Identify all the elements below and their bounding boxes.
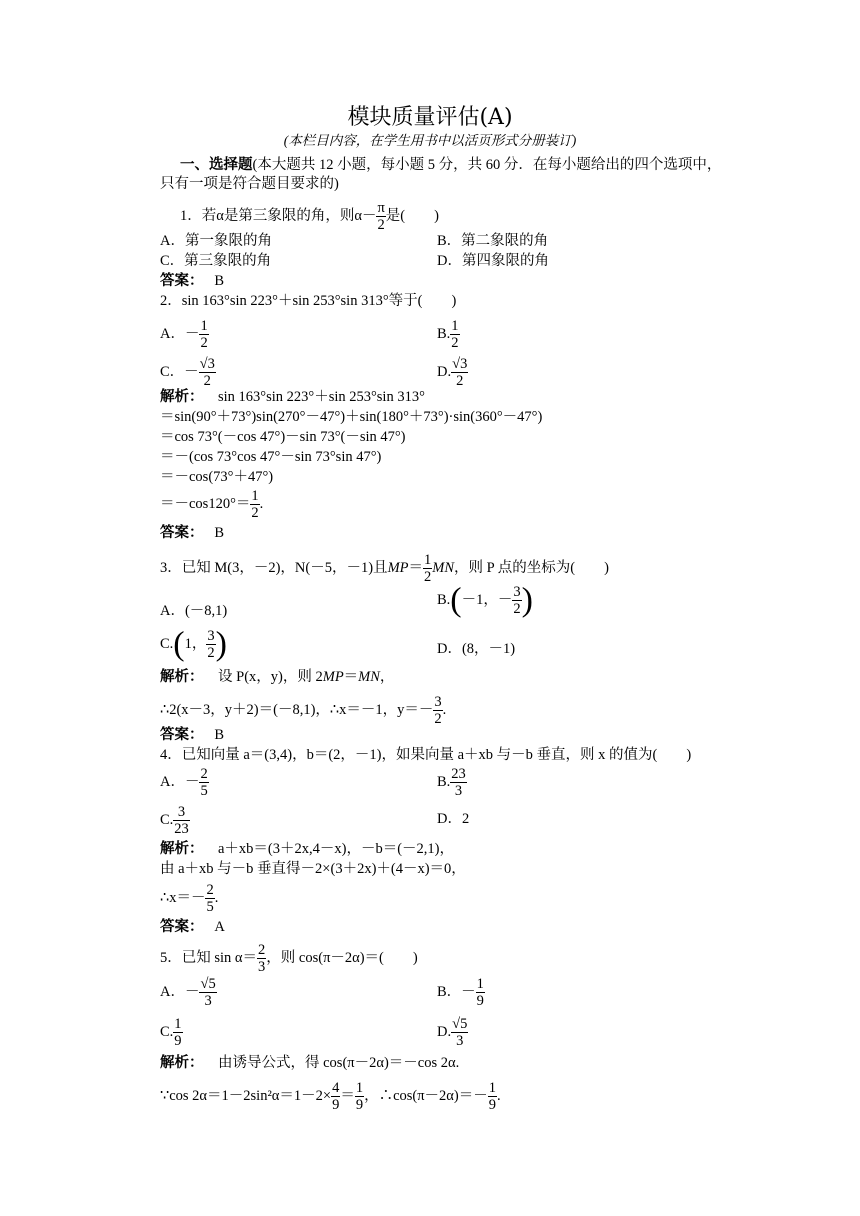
q4-option-d: D．2 xyxy=(437,811,470,827)
q1-option-d: D．第四象限的角 xyxy=(437,253,549,269)
q2-answer: 答案： B xyxy=(160,525,225,541)
q1-answer: 答案： B xyxy=(160,273,225,289)
q4-analysis: 解析： a＋xb＝(3＋2x,4－x)，－b＝(－2,1)， xyxy=(160,841,454,857)
q3-option-c: C.(1， $\frac{3}{2}$ ) xyxy=(160,625,227,663)
q2-option-c: C．－ $\frac{√3}{2}$ xyxy=(160,356,215,389)
q2-option-b: B. $\frac{1}{2}$ xyxy=(437,318,459,351)
q5-option-a: A．－ $\frac{√5}{3}$ xyxy=(160,976,216,1009)
q1-option-b: B．第二象限的角 xyxy=(437,233,549,249)
q3-option-a: A．(－8,1) xyxy=(160,603,228,619)
q4-option-a: A．－ $\frac{2}{5}$ xyxy=(160,766,208,799)
q3-stem: 3．已知 M(3，－2)，N(－5，－1)且MP＝ $\frac{1}{2}$ MN，则 P 点的坐标为( ) xyxy=(160,552,609,585)
q5-option-b: B．－ $\frac{1}{9}$ xyxy=(437,976,484,1009)
q4-answer: 答案： A xyxy=(160,919,225,935)
q1-stem: 1．若α是第三象限的角，则α－ $\frac{\pi}{2}$ 是( ) xyxy=(180,200,439,233)
q1-option-a: A．第一象限的角 xyxy=(160,233,272,249)
q1-option-c: C．第三象限的角 xyxy=(160,253,272,269)
q4-step: ∴x＝－ $\frac{2}{5}$ . xyxy=(160,882,219,915)
q3-answer: 答案： B xyxy=(160,727,225,743)
q3-option-b: B.(－1，－ $\frac{3}{2}$ ) xyxy=(437,581,533,619)
q4-option-b: B. $\frac{23}{3}$ xyxy=(437,766,466,799)
q4-option-c: C. $\frac{3}{23}$ xyxy=(160,804,189,837)
page-title: 模块质量评估(A) xyxy=(347,105,513,130)
q3-analysis: 解析： 设 P(x，y)，则 2MP＝MN， xyxy=(160,669,395,685)
q2-analysis: 解析： sin 163°sin 223°＋sin 253°sin 313° xyxy=(160,389,425,405)
section-intro-line2: 只有一项是符合题目要求的) xyxy=(160,176,339,192)
section-heading: 一、选择题 xyxy=(180,157,253,173)
q2-step: ＝cos 73°(－cos 47°)－sin 73°(－sin 47°) xyxy=(160,429,406,445)
q5-option-d: D. $\frac{√5}{3}$ xyxy=(437,1016,468,1049)
q2-option-a: A．－ $\frac{1}{2}$ xyxy=(160,318,208,351)
q4-step: 由 a＋xb 与－b 垂直得－2×(3＋2x)＋(4－x)＝0， xyxy=(160,861,466,877)
q3-option-d: D．(8，－1) xyxy=(437,641,516,657)
q3-step: ∴2(x－3，y＋2)＝(－8,1)，∴x＝－1，y＝－ $\frac{3}{2}$ . xyxy=(160,694,447,727)
q4-stem: 4．已知向量 a＝(3,4)，b＝(2，－1)，如果向量 a＋xb 与－b 垂直，则 x 的值为( ) xyxy=(160,747,692,763)
page-subtitle: (本栏目内容，在学生用书中以活页形式分册装订) xyxy=(283,133,577,148)
q5-step: ∵cos 2α＝1－2sin²α＝1－2× $\frac{4}{9}$ ＝ $\frac{1}{9}$ ，∴cos(π－2α)＝－ $\frac{1}{9}$ . xyxy=(160,1080,501,1113)
q5-stem: 5．已知 sin α＝ $\frac{2}{3}$ ，则 cos(π－2α)＝( ) xyxy=(160,942,418,975)
q2-step: ＝－cos(73°＋47°) xyxy=(160,469,274,485)
q5-option-c: C. $\frac{1}{9}$ xyxy=(160,1016,182,1049)
q2-step: ＝－(cos 73°cos 47°－sin 73°sin 47°) xyxy=(160,449,382,465)
section-intro-text: (本大题共 12 小题，每小题 5 分，共 60 分．在每小题给出的四个选项中， xyxy=(252,157,722,173)
q5-analysis: 解析： 由诱导公式，得 cos(π－2α)＝－cos 2α. xyxy=(160,1055,460,1071)
q2-step: ＝－cos120°＝ $\frac{1}{2}$ . xyxy=(160,488,264,521)
q2-step: ＝sin(90°＋73°)sin(270°－47°)＋sin(180°＋73°)·sin(360°－47°) xyxy=(160,409,543,425)
section-intro xyxy=(180,156,721,174)
q2-stem: 2．sin 163°sin 223°＋sin 253°sin 313°等于( ) xyxy=(160,293,457,309)
q2-option-d: D. $\frac{√3}{2}$ xyxy=(437,356,468,389)
